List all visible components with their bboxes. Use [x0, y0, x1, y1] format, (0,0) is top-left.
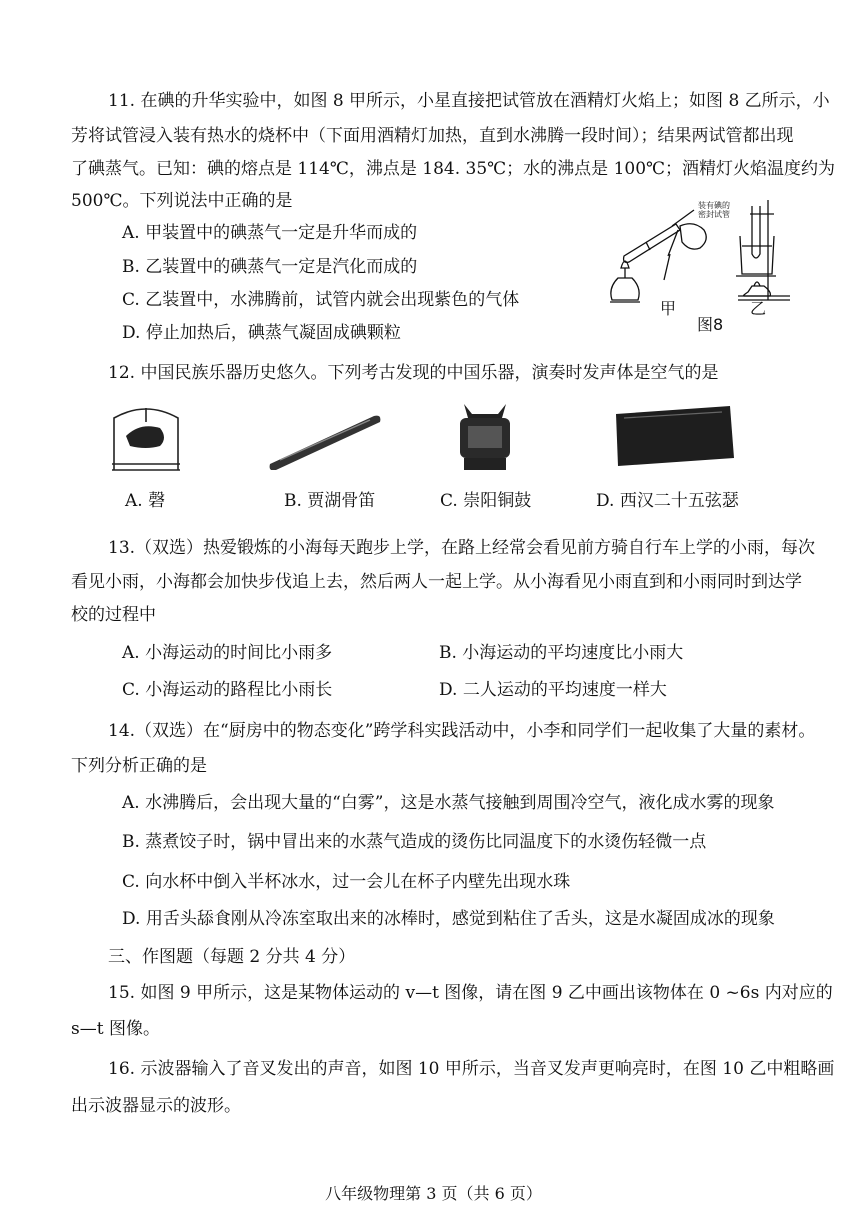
figure-8-tube-label-1: 装有碘的 — [698, 201, 730, 210]
q12-option-d: D. 西汉二十五弦瑟 — [596, 491, 739, 511]
q14-option-b: B. 蒸煮饺子时，锅中冒出来的水蒸气造成的烫伤比同温度下的水烫伤轻微一点 — [122, 832, 707, 852]
q11-option-d: D. 停止加热后，碘蒸气凝固成碘颗粒 — [122, 323, 401, 343]
figure-8-drawing — [598, 196, 798, 326]
page-footer: 八年级物理第 3 页（共 6 页） — [325, 1184, 542, 1203]
q14-option-d: D. 用舌头舔食刚从冷冻室取出来的冰棒时，感觉到粘住了舌头，这是水凝固成冰的现象 — [122, 909, 775, 929]
bronze-drum-image — [450, 400, 520, 474]
q11-stem-line-1: 11. 在碘的升华实验中，如图 8 甲所示，小星直接把试管放在酒精灯火焰上；如图 8 乙所示，小 — [108, 91, 830, 111]
q12-option-b: B. 贾湖骨笛 — [284, 491, 376, 511]
figure-8-apparatus — [598, 196, 798, 326]
section-3-heading: 三、作图题（每题 2 分共 4 分） — [108, 947, 356, 967]
q13-stem-line-2: 看见小雨，小海都会加快步伐追上去，然后两人一起上学。从小海看见小雨直到和小雨同时到达学 — [71, 572, 802, 592]
bone-flute-image — [266, 408, 384, 470]
q13-stem-line-1: 13.（双选）热爱锻炼的小海每天跑步上学，在路上经常会看见前方骑自行车上学的小雨，每次 — [108, 538, 816, 558]
q11-stem-line-3: 了碘蒸气。已知：碘的熔点是 114℃，沸点是 184. 35℃；水的沸点是 100℃；酒精灯火焰温度约为 — [71, 159, 836, 179]
q14-option-a: A. 水沸腾后，会出现大量的“白雾”，这是水蒸气接触到周围冷空气，液化成水雾的现象 — [122, 793, 775, 813]
q11-option-c: C. 乙装置中，水沸腾前，试管内就会出现紫色的气体 — [122, 290, 520, 310]
q15-line-2: s—t 图像。 — [71, 1019, 160, 1039]
q11-option-a: A. 甲装置中的碘蒸气一定是升华而成的 — [122, 223, 418, 243]
q13-option-a: A. 小海运动的时间比小雨多 — [122, 643, 333, 663]
q14-stem-line-1: 14.（双选）在“厨房中的物态变化”跨学科实践活动中，小李和同学们一起收集了大量的素材。 — [108, 721, 816, 741]
q11-stem-line-2: 芳将试管浸入装有热水的烧杯中（下面用酒精灯加热，直到水沸腾一段时间）；结果两试管都出现 — [71, 126, 794, 146]
q12-option-a: A. 磬 — [125, 491, 166, 511]
q15-line-1: 15. 如图 9 甲所示，这是某物体运动的 v—t 图像，请在图 9 乙中画出该物体在 0 ~6s 内对应的 — [108, 983, 833, 1003]
q12-option-c: C. 崇阳铜鼓 — [440, 491, 532, 511]
q16-line-1: 16. 示波器输入了音叉发出的声音，如图 10 甲所示，当音叉发声更响亮时，在图 10 乙中粗略画 — [108, 1059, 835, 1079]
zither-se-image — [610, 404, 738, 468]
qing-chime-image — [110, 404, 182, 474]
figure-8-tube-label-2: 密封试管 — [698, 210, 730, 219]
q11-stem-line-4: 500℃。下列说法中正确的是 — [71, 191, 293, 211]
q14-stem-line-2: 下列分析正确的是 — [71, 756, 207, 776]
q11-option-b: B. 乙装置中的碘蒸气一定是汽化而成的 — [122, 257, 418, 277]
q13-option-b: B. 小海运动的平均速度比小雨大 — [439, 643, 684, 663]
q12-stem: 12. 中国民族乐器历史悠久。下列考古发现的中国乐器，演奏时发声体是空气的是 — [108, 363, 719, 383]
q14-option-c: C. 向水杯中倒入半杯冰水，过一会儿在杯子内壁先出现水珠 — [122, 872, 571, 892]
figure-8-label-yi: 乙 — [750, 299, 767, 318]
figure-8-label-jia: 甲 — [660, 299, 677, 318]
q13-option-c: C. 小海运动的路程比小雨长 — [122, 680, 333, 700]
figure-8-caption: 图8 — [697, 315, 724, 334]
q13-option-d: D. 二人运动的平均速度一样大 — [439, 680, 667, 700]
q16-line-2: 出示波器显示的波形。 — [71, 1096, 241, 1116]
q13-stem-line-3: 校的过程中 — [71, 605, 156, 625]
